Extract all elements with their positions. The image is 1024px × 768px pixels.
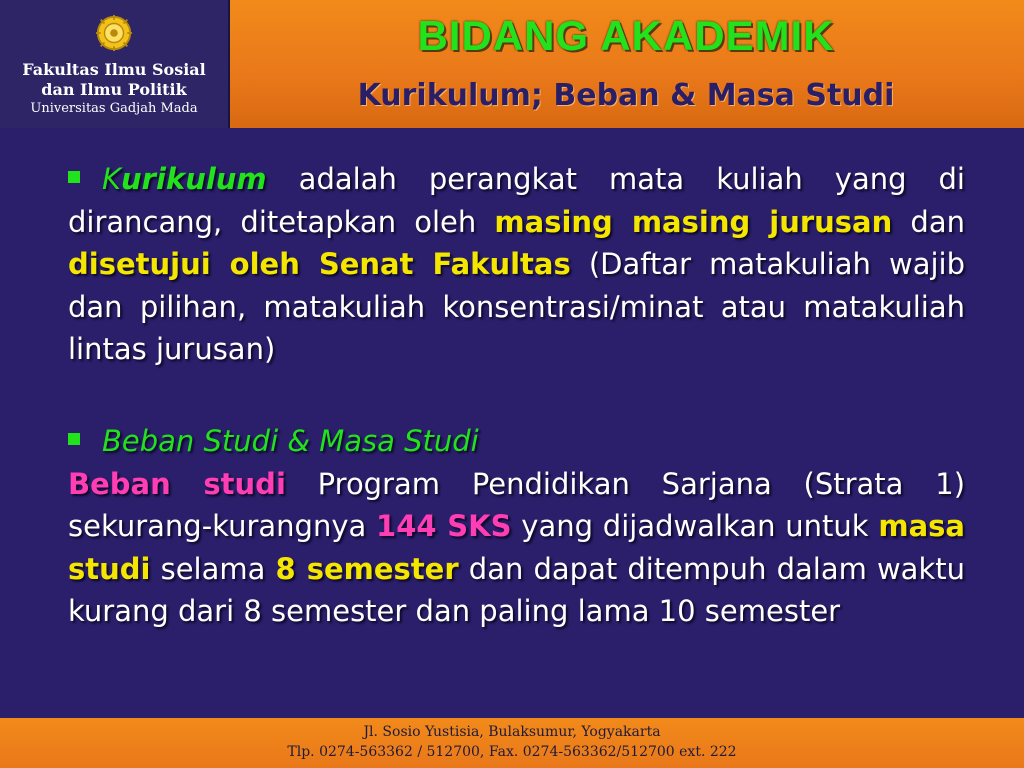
beban-studi-paragraph <box>68 420 965 633</box>
slide-footer <box>0 718 1024 768</box>
logo-text-line2: dan Ilmu Politik <box>41 80 187 99</box>
slide-subtitle: Kurikulum; Beban & Masa Studi <box>357 78 895 113</box>
highlight-senat: disetujui oleh Senat Fakultas <box>68 247 571 281</box>
highlight-masa-studi: masa studi <box>68 509 965 586</box>
kurikulum-paragraph <box>68 158 965 371</box>
beban-studi-heading: Beban Studi & Masa Studi <box>102 424 479 458</box>
kurikulum-text-3: (Daftar matakuliah wajib dan pilihan, matakuliah konsentrasi/minat atau matakuliah lintas jurusan) <box>68 247 965 366</box>
slide-content <box>0 128 1024 718</box>
beban-text-1: Program Pendidikan Sarjana (Strata 1) sekurang-kurangnya <box>68 466 966 543</box>
kurikulum-text-1: adalah perangkat mata kuliah yang di dirancang, ditetapkan oleh <box>68 162 965 239</box>
university-crest-icon <box>95 14 133 52</box>
kurikulum-text-2: dan <box>892 204 965 239</box>
kurikulum-term: urikulum <box>121 162 267 196</box>
kurikulum-term-initial: K <box>102 162 122 196</box>
logo-text-line1: Fakultas Ilmu Sosial <box>22 60 206 79</box>
square-bullet-icon <box>68 171 80 183</box>
highlight-beban-studi: Beban studi <box>68 466 286 501</box>
highlight-jurusan: masing masing jurusan <box>494 204 893 239</box>
square-bullet-icon <box>68 433 80 445</box>
highlight-semester: 8 semester <box>275 551 459 586</box>
beban-text-4: dan dapat ditempuh dalam waktu kurang dari 8 semester dan paling lama 10 semester <box>68 551 966 628</box>
footer-contact: Tlp. 0274-563362 / 512700, Fax. 0274-563362/512700 ext. 222 <box>287 744 737 760</box>
beban-text-2: yang dijadwalkan untuk <box>511 509 879 543</box>
beban-text-3: selama <box>150 551 276 586</box>
faculty-logo-block <box>0 0 230 128</box>
logo-text-line3: Universitas Gadjah Mada <box>30 101 198 116</box>
highlight-sks: 144 SKS <box>376 509 512 543</box>
footer-address: Jl. Sosio Yustisia, Bulaksumur, Yogyakarta <box>363 724 661 740</box>
slide-title: BIDANG AKADEMIK <box>417 12 835 59</box>
slide-header <box>0 0 1024 128</box>
